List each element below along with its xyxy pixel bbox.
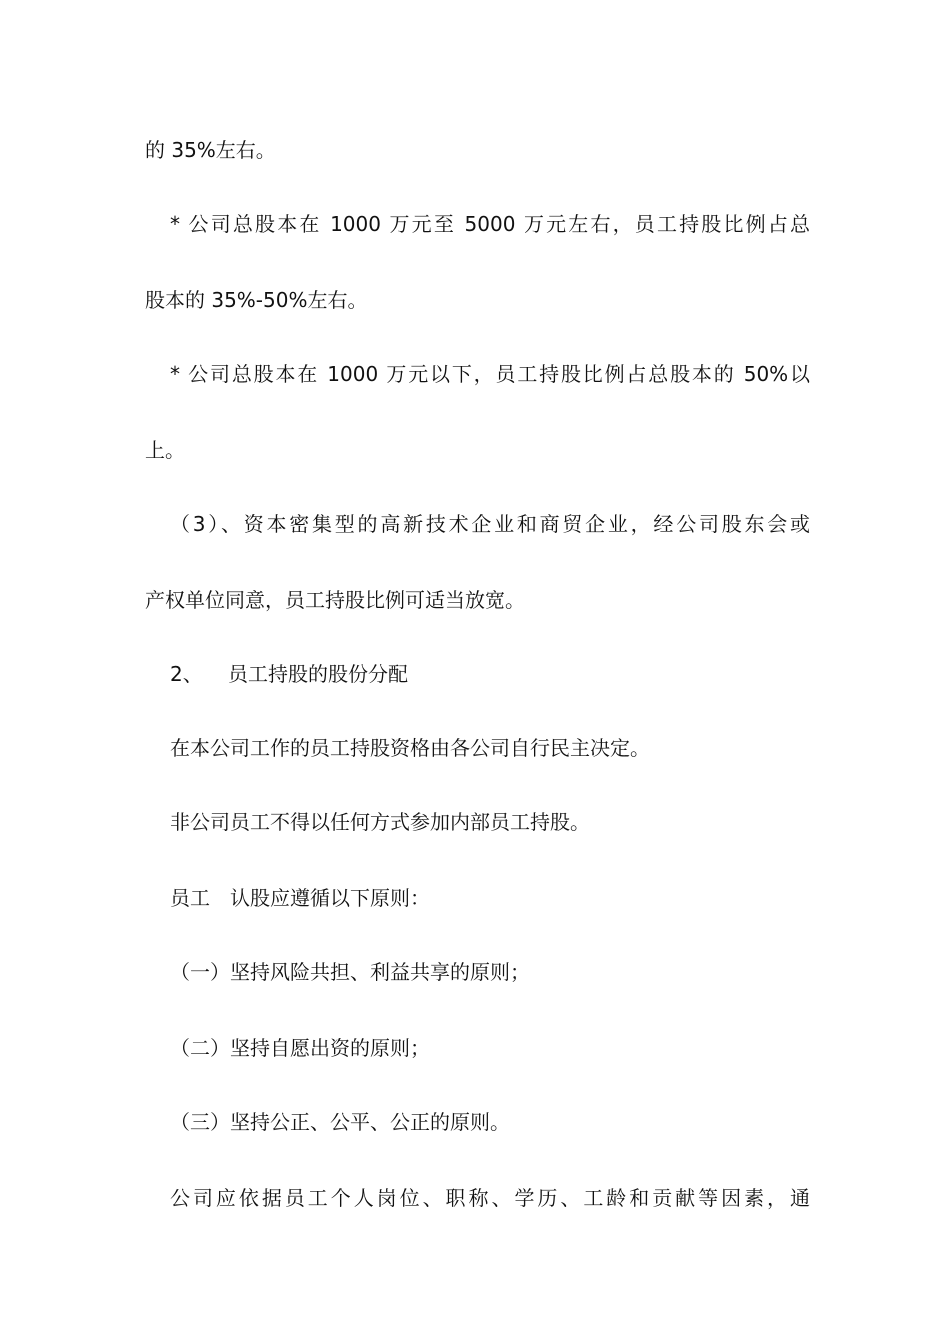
paragraph-line: 上。 (145, 438, 185, 462)
paragraph-line: * 公司总股本在 1000 万元以下，员工持股比例占总股本的 50%以 (170, 362, 810, 386)
paragraph-line: （3）、资本密集型的高新技术企业和商贸企业，经公司股东会或 (170, 512, 810, 536)
paragraph-line: 在本公司工作的员工持股资格由各公司自行民主决定。 (170, 736, 650, 760)
list-item: （二）坚持自愿出资的原则； (170, 1036, 430, 1060)
paragraph-line: * 公司总股本在 1000 万元至 5000 万元左右，员工持股比例占总 (170, 212, 810, 236)
section-heading (170, 660, 810, 688)
paragraph-line: 的 35%左右。 (145, 138, 276, 162)
list-item: （一）坚持风险共担、利益共享的原则； (170, 960, 530, 984)
section-number: 2、 (170, 662, 203, 686)
section-title: 员工持股的股份分配 (228, 662, 408, 686)
paragraph-line: 股本的 35%-50%左右。 (145, 288, 368, 312)
paragraph-line: 公司应依据员工个人岗位、职称、学历、工龄和贡献等因素，通 (170, 1186, 810, 1210)
list-item: （三）坚持公正、公平、公正的原则。 (170, 1110, 510, 1134)
paragraph-line: 非公司员工不得以任何方式参加内部员工持股。 (170, 810, 590, 834)
paragraph-line: 产权单位同意，员工持股比例可适当放宽。 (145, 588, 525, 612)
paragraph-line: 员工 认股应遵循以下原则： (170, 886, 430, 910)
